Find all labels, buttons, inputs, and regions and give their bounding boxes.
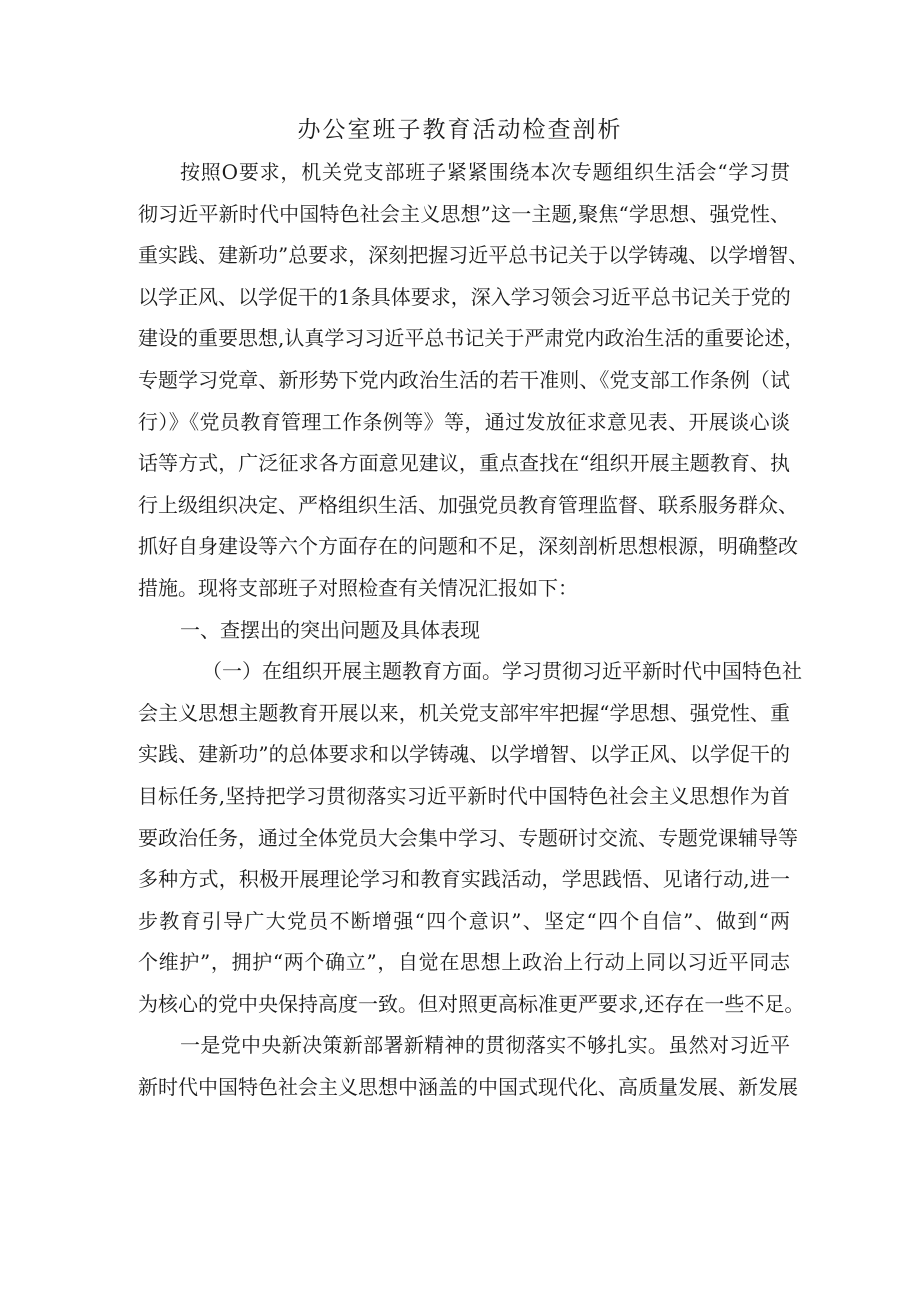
paragraph-point-1 xyxy=(138,1025,798,1108)
text-line: 重实践、建新功”总要求，深刻把握习近平总书记关于以学铸魂、以学增智、 xyxy=(138,243,809,268)
text-line: 一是党中央新决策新部署新精神的贯彻落实不够扎实。虽然对习近平 xyxy=(180,1033,790,1058)
text-line: 个维护”，拥护“两个确立”，自觉在思想上政治上行动上同以习近平同志 xyxy=(138,950,790,975)
paragraph-section-1 xyxy=(138,651,805,1025)
section-heading xyxy=(138,610,790,652)
document-title: 办公室班子教育活动检查剖析 xyxy=(297,117,623,143)
text-line: 要政治任务，通过全体党员大会集中学习、专题研讨交流、专题党课辅导等 xyxy=(138,825,798,850)
text-line: 建设的重要思想,认真学习习近平总书记关于严肃党内政治生活的重要论述， xyxy=(138,326,805,351)
text-line: 多种方式，积极开展理论学习和教育实践活动，学思践悟、见诸行动,进一 xyxy=(138,867,790,892)
text-line: 实践、建新功”的总体要求和以学铸魂、以学增智、以学正风、以学促干的 xyxy=(138,742,790,767)
text-line: 话等方式，广泛征求各方面意见建议，重点查找在“组织开展主题教育、执 xyxy=(138,451,790,476)
text-line: 措施。现将支部班子对照检查有关情况汇报如下： xyxy=(138,575,578,600)
text-line: 会主义思想主题教育开展以来，机关党支部牢牢把握“学思想、强党性、重 xyxy=(138,700,790,725)
document-body xyxy=(138,152,809,1109)
text-line: （一）在组织开展主题教育方面。学习贯彻习近平新时代中国特色社 xyxy=(202,659,802,684)
text-line: 行上级组织决定、严格组织生活、加强党员教育管理监督、联系服务群众、 xyxy=(138,492,798,517)
paragraph-intro xyxy=(138,152,809,610)
text-line: 以学正风、以学促干的1条具体要求，深入学习领会习近平总书记关于党的 xyxy=(138,284,791,309)
text-line: 抓好自身建设等六个方面存在的问题和不足，深刻剖析思想根源，明确整改 xyxy=(138,534,798,559)
text-line: 按照O要求，机关党支部班子紧紧围绕本次专题组织生活会“学习贯 xyxy=(180,160,790,184)
text-line: 专题学习党章、新形势下党内政治生活的若干准则、《党支部工作条例（试 xyxy=(138,367,790,392)
text-line: 步教育引导广大党员不断增强“四个意识”、坚定“四个自信”、做到“两 xyxy=(138,908,790,933)
text-line: 新时代中国特色社会主义思想中涵盖的中国式现代化、高质量发展、新发展 xyxy=(138,1075,798,1100)
text-line: 目标任务,坚持把学习贯彻落实习近平新时代中国特色社会主义思想作为首 xyxy=(138,783,790,808)
heading-text: 一、查摆出的突出问题及具体表现 xyxy=(180,617,480,642)
text-line: 彻习近平新时代中国特色社会主义思想”这一主题,聚焦“学思想、强党性、 xyxy=(138,201,790,226)
text-line: 行）》《党员教育管理工作条例等》等，通过发放征求意见表、开展谈心谈 xyxy=(138,409,790,434)
text-line: 为核心的党中央保持高度一致。但对照更高标准更严要求,还存在一些不足。 xyxy=(138,991,805,1016)
